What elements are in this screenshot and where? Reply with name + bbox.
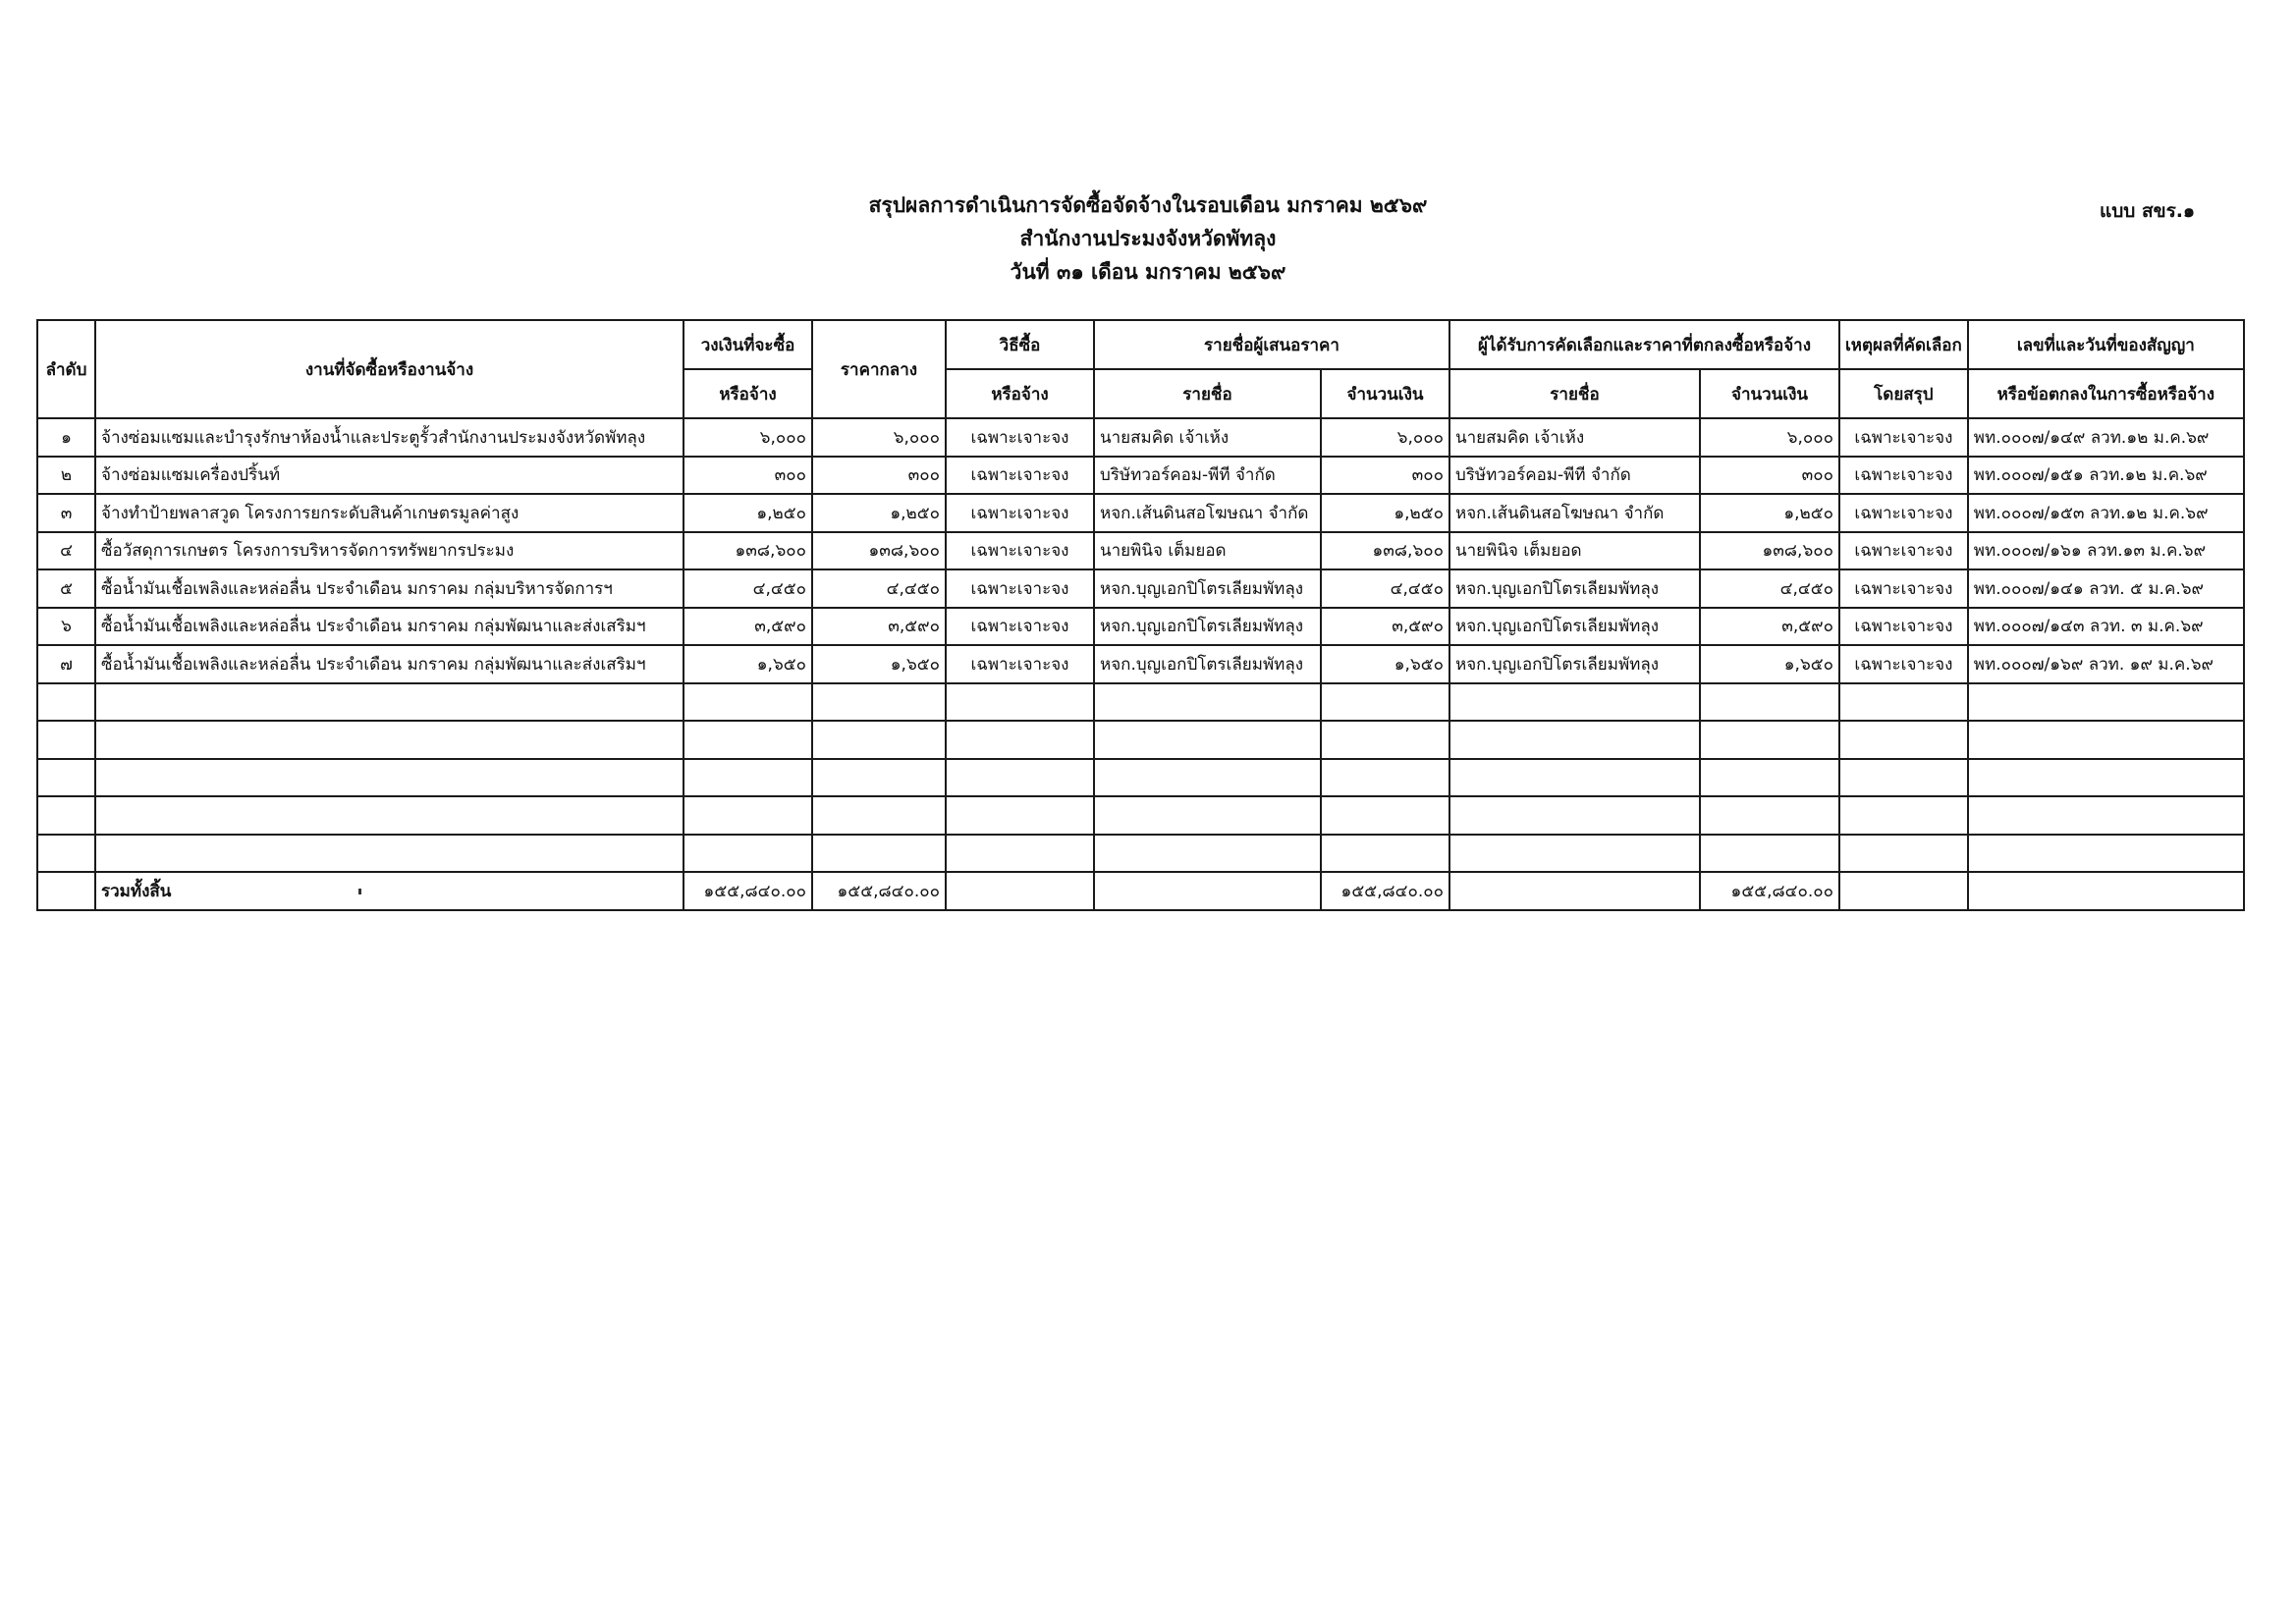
cell-work: ซื้อน้ำมันเชื้อเพลิงและหล่อลื่น ประจำเดือน มกราคม กลุ่มพัฒนาและส่งเสริมฯ: [95, 645, 683, 683]
header-bidders-amount: จำนวนเงิน: [1321, 369, 1449, 418]
cell-bid-amount: ๖,๐๐๐: [1321, 418, 1449, 457]
total-bid-amount: ๑๕๕,๘๔๐.๐๐: [1321, 872, 1449, 910]
cell-winner: หจก.บุญเอกปิโตรเลียมพัทลุง: [1449, 569, 1700, 608]
cell-winner: หจก.บุญเอกปิโตรเลียมพัทลุง: [1449, 645, 1700, 683]
header-reason: เหตุผลที่คัดเลือก: [1839, 320, 1968, 369]
cell-median: ๔,๔๕๐: [812, 569, 946, 608]
totals-label: รวมทั้งสิ้น: [95, 872, 683, 910]
empty-row: [37, 835, 2244, 873]
table-row: [37, 569, 2244, 608]
cell-contract: พท.๐๐๐๗/๑๔๓ ลวท. ๓ ม.ค.๖๙: [1968, 608, 2244, 646]
empty-row: [37, 759, 2244, 797]
cell-seq: ๕: [37, 569, 95, 608]
header-winner-group: ผู้ได้รับการคัดเลือกและราคาที่ตกลงซื้อหรือจ้าง: [1449, 320, 1839, 369]
cell-median: ๑,๒๕๐: [812, 494, 946, 532]
cell-work: จ้างซ่อมแซมและบำรุงรักษาห้องน้ำและประตูรั้วสำนักงานประมงจังหวัดพัทลุง: [95, 418, 683, 457]
cell-budget: ๓,๕๙๐: [683, 608, 812, 646]
cell-work: จ้างทำป้ายพลาสวูด โครงการยกระดับสินค้าเกษตรมูลค่าสูง: [95, 494, 683, 532]
cell-seq: ๓: [37, 494, 95, 532]
empty-row: [37, 683, 2244, 722]
cell-win-amount: ๑,๒๕๐: [1700, 494, 1839, 532]
total-budget: ๑๕๕,๘๔๐.๐๐: [683, 872, 812, 910]
cell-median: ๑๓๘,๖๐๐: [812, 532, 946, 570]
cell-budget: ๑๓๘,๖๐๐: [683, 532, 812, 570]
cell-seq: ๔: [37, 532, 95, 570]
cell-bidder: หจก.บุญเอกปิโตรเลียมพัทลุง: [1094, 608, 1321, 646]
cell-bidder: บริษัทวอร์คอม-พีที จำกัด: [1094, 457, 1321, 495]
cell-budget: ๓๐๐: [683, 457, 812, 495]
cell-method: เฉพาะเจาะจง: [946, 457, 1094, 495]
header-bidders-group: รายชื่อผู้เสนอราคา: [1094, 320, 1449, 369]
cell-method: เฉพาะเจาะจง: [946, 532, 1094, 570]
cell-reason: เฉพาะเจาะจง: [1839, 418, 1968, 457]
cell-budget: ๑,๒๕๐: [683, 494, 812, 532]
scan-artifact-mark: [358, 889, 361, 894]
header-method-2: หรือจ้าง: [946, 369, 1094, 418]
total-median: ๑๕๕,๘๔๐.๐๐: [812, 872, 946, 910]
cell-seq: ๒: [37, 457, 95, 495]
cell-reason: เฉพาะเจาะจง: [1839, 645, 1968, 683]
table-row: [37, 532, 2244, 570]
cell-method: เฉพาะเจาะจง: [946, 645, 1094, 683]
total-win-amount: ๑๕๕,๘๔๐.๐๐: [1700, 872, 1839, 910]
cell-budget: ๔,๔๕๐: [683, 569, 812, 608]
header-contract-2: หรือข้อตกลงในการซื้อหรือจ้าง: [1968, 369, 2244, 418]
cell-method: เฉพาะเจาะจง: [946, 569, 1094, 608]
cell-median: ๖,๐๐๐: [812, 418, 946, 457]
header-reason-2: โดยสรุป: [1839, 369, 1968, 418]
cell-winner: หจก.บุญเอกปิโตรเลียมพัทลุง: [1449, 608, 1700, 646]
cell-bid-amount: ๔,๔๕๐: [1321, 569, 1449, 608]
cell-contract: พท.๐๐๐๗/๑๔๙ ลวท.๑๒ ม.ค.๖๙: [1968, 418, 2244, 457]
title-line-1: สรุปผลการดำเนินการจัดซื้อจัดจ้างในรอบเดือน มกราคม ๒๕๖๙: [868, 193, 1428, 217]
cell-win-amount: ๓,๕๙๐: [1700, 608, 1839, 646]
cell-contract: พท.๐๐๐๗/๑๖๙ ลวท. ๑๙ ม.ค.๖๙: [1968, 645, 2244, 683]
title-line-2: สำนักงานประมงจังหวัดพัทลุง: [1019, 227, 1277, 250]
cell-reason: เฉพาะเจาะจง: [1839, 457, 1968, 495]
table-row: [37, 608, 2244, 646]
cell-bid-amount: ๑,๒๕๐: [1321, 494, 1449, 532]
header-winner-name: รายชื่อ: [1449, 369, 1700, 418]
cell-seq: ๑: [37, 418, 95, 457]
cell-bid-amount: ๑,๖๕๐: [1321, 645, 1449, 683]
cell-winner: หจก.เส้นดินสอโฆษณา จำกัด: [1449, 494, 1700, 532]
table-row: [37, 457, 2244, 495]
header-winner-amount: จำนวนเงิน: [1700, 369, 1839, 418]
header-median-price: ราคากลาง: [812, 320, 946, 418]
cell-bidder: นายสมคิด เจ้าเห้ง: [1094, 418, 1321, 457]
cell-bidder: หจก.เส้นดินสอโฆษณา จำกัด: [1094, 494, 1321, 532]
cell-contract: พท.๐๐๐๗/๑๕๓ ลวท.๑๒ ม.ค.๖๙: [1968, 494, 2244, 532]
cell-reason: เฉพาะเจาะจง: [1839, 494, 1968, 532]
cell-win-amount: ๑๓๘,๖๐๐: [1700, 532, 1839, 570]
form-code: แบบ สขร.๑: [2100, 200, 2196, 222]
cell-work: จ้างซ่อมแซมเครื่องปริ้นท์: [95, 457, 683, 495]
cell-bidder: นายพินิจ เต็มยอด: [1094, 532, 1321, 570]
cell-median: ๓,๕๙๐: [812, 608, 946, 646]
cell-budget: ๖,๐๐๐: [683, 418, 812, 457]
cell-win-amount: ๖,๐๐๐: [1700, 418, 1839, 457]
totals-row: [37, 872, 2244, 910]
cell-bidder: หจก.บุญเอกปิโตรเลียมพัทลุง: [1094, 569, 1321, 608]
cell-median: ๑,๖๕๐: [812, 645, 946, 683]
cell-method: เฉพาะเจาะจง: [946, 608, 1094, 646]
header-contract: เลขที่และวันที่ของสัญญา: [1968, 320, 2244, 369]
header-seq: ลำดับ: [37, 320, 95, 418]
cell-win-amount: ๔,๔๕๐: [1700, 569, 1839, 608]
cell-reason: เฉพาะเจาะจง: [1839, 532, 1968, 570]
header-method: วิธีซื้อ: [946, 320, 1094, 369]
cell-work: ซื้อน้ำมันเชื้อเพลิงและหล่อลื่น ประจำเดือน มกราคม กลุ่มพัฒนาและส่งเสริมฯ: [95, 608, 683, 646]
cell-median: ๓๐๐: [812, 457, 946, 495]
table-row: [37, 494, 2244, 532]
cell-contract: พท.๐๐๐๗/๑๖๑ ลวท.๑๓ ม.ค.๖๙: [1968, 532, 2244, 570]
cell-winner: บริษัทวอร์คอม-พีที จำกัด: [1449, 457, 1700, 495]
header-work: งานที่จัดซื้อหรืองานจ้าง: [95, 320, 683, 418]
table-row: [37, 645, 2244, 683]
cell-bid-amount: ๓,๕๙๐: [1321, 608, 1449, 646]
cell-winner: นายสมคิด เจ้าเห้ง: [1449, 418, 1700, 457]
empty-row: [37, 721, 2244, 759]
cell-bid-amount: ๓๐๐: [1321, 457, 1449, 495]
table-header: [37, 320, 2244, 418]
cell-work: ซื้อวัสดุการเกษตร โครงการบริหารจัดการทรัพยากรประมง: [95, 532, 683, 570]
cell-work: ซื้อน้ำมันเชื้อเพลิงและหล่อลื่น ประจำเดือน มกราคม กลุ่มบริหารจัดการฯ: [95, 569, 683, 608]
cell-winner: นายพินิจ เต็มยอด: [1449, 532, 1700, 570]
cell-seq: ๗: [37, 645, 95, 683]
cell-win-amount: ๑,๖๕๐: [1700, 645, 1839, 683]
title-line-3: วันที่ ๓๑ เดือน มกราคม ๒๕๖๙: [1010, 260, 1286, 284]
table-body: [37, 418, 2244, 910]
cell-seq: ๖: [37, 608, 95, 646]
empty-row: [37, 796, 2244, 835]
procurement-table: [36, 319, 2245, 911]
cell-bidder: หจก.บุญเอกปิโตรเลียมพัทลุง: [1094, 645, 1321, 683]
header-budget: วงเงินที่จะซื้อ: [683, 320, 812, 369]
table-row: [37, 418, 2244, 457]
cell-contract: พท.๐๐๐๗/๑๔๑ ลวท. ๕ ม.ค.๖๙: [1968, 569, 2244, 608]
cell-reason: เฉพาะเจาะจง: [1839, 569, 1968, 608]
header-budget-2: หรือจ้าง: [683, 369, 812, 418]
cell-bid-amount: ๑๓๘,๖๐๐: [1321, 532, 1449, 570]
cell-method: เฉพาะเจาะจง: [946, 418, 1094, 457]
cell-budget: ๑,๖๕๐: [683, 645, 812, 683]
cell-method: เฉพาะเจาะจง: [946, 494, 1094, 532]
cell-reason: เฉพาะเจาะจง: [1839, 608, 1968, 646]
cell-win-amount: ๓๐๐: [1700, 457, 1839, 495]
header-bidders-name: รายชื่อ: [1094, 369, 1321, 418]
document-title: [0, 189, 2296, 289]
cell-contract: พท.๐๐๐๗/๑๕๑ ลวท.๑๒ ม.ค.๖๙: [1968, 457, 2244, 495]
